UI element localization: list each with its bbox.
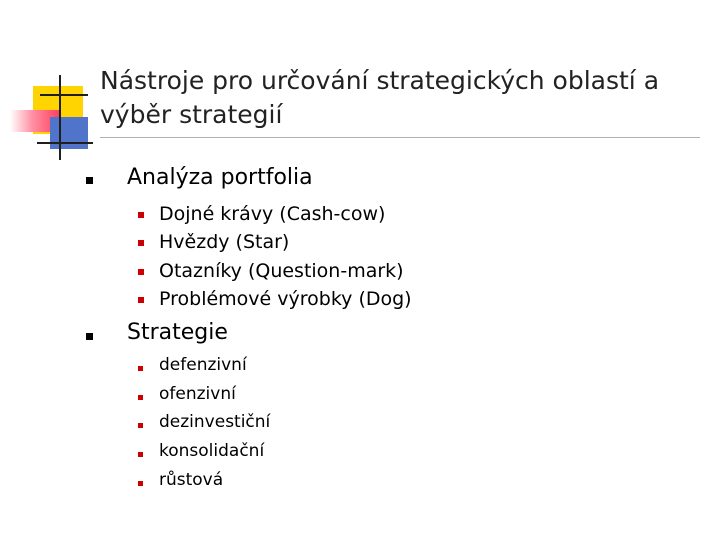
bullet-square-icon <box>138 423 143 428</box>
bullet-square-icon <box>138 240 144 246</box>
decoration-vertical-line <box>59 75 61 160</box>
title-divider <box>100 137 700 138</box>
slide-title: Nástroje pro určování strategických oblastí a výběr strategií <box>100 66 660 129</box>
list-item: Otazníky (Question-mark) <box>159 260 404 282</box>
section-heading-strategy: Strategie <box>127 320 228 345</box>
list-item: dezinvestiční <box>159 412 271 432</box>
bullet-square-icon <box>138 452 143 457</box>
bullet-square-icon <box>86 333 93 340</box>
list-item: Hvězdy (Star) <box>159 231 290 253</box>
bullet-square-icon <box>138 212 144 218</box>
title-decoration <box>0 0 100 170</box>
decoration-horizontal-line-bottom <box>37 142 93 144</box>
list-item: Dojné krávy (Cash-cow) <box>159 203 386 225</box>
section-heading-portfolio: Analýza portfolia <box>127 165 313 190</box>
list-item: Problémové výrobky (Dog) <box>159 288 412 310</box>
bullet-square-icon <box>86 177 93 184</box>
bullet-square-icon <box>138 481 143 486</box>
bullet-square-icon <box>138 269 144 275</box>
decoration-blue-square <box>50 117 88 149</box>
bullet-square-icon <box>138 297 144 303</box>
list-item: defenzivní <box>159 355 247 375</box>
list-item: růstová <box>159 470 224 490</box>
list-item: ofenzivní <box>159 384 236 404</box>
decoration-horizontal-line-top <box>40 94 88 96</box>
bullet-square-icon <box>138 395 143 400</box>
bullet-square-icon <box>138 366 143 371</box>
list-item: konsolidační <box>159 441 265 461</box>
